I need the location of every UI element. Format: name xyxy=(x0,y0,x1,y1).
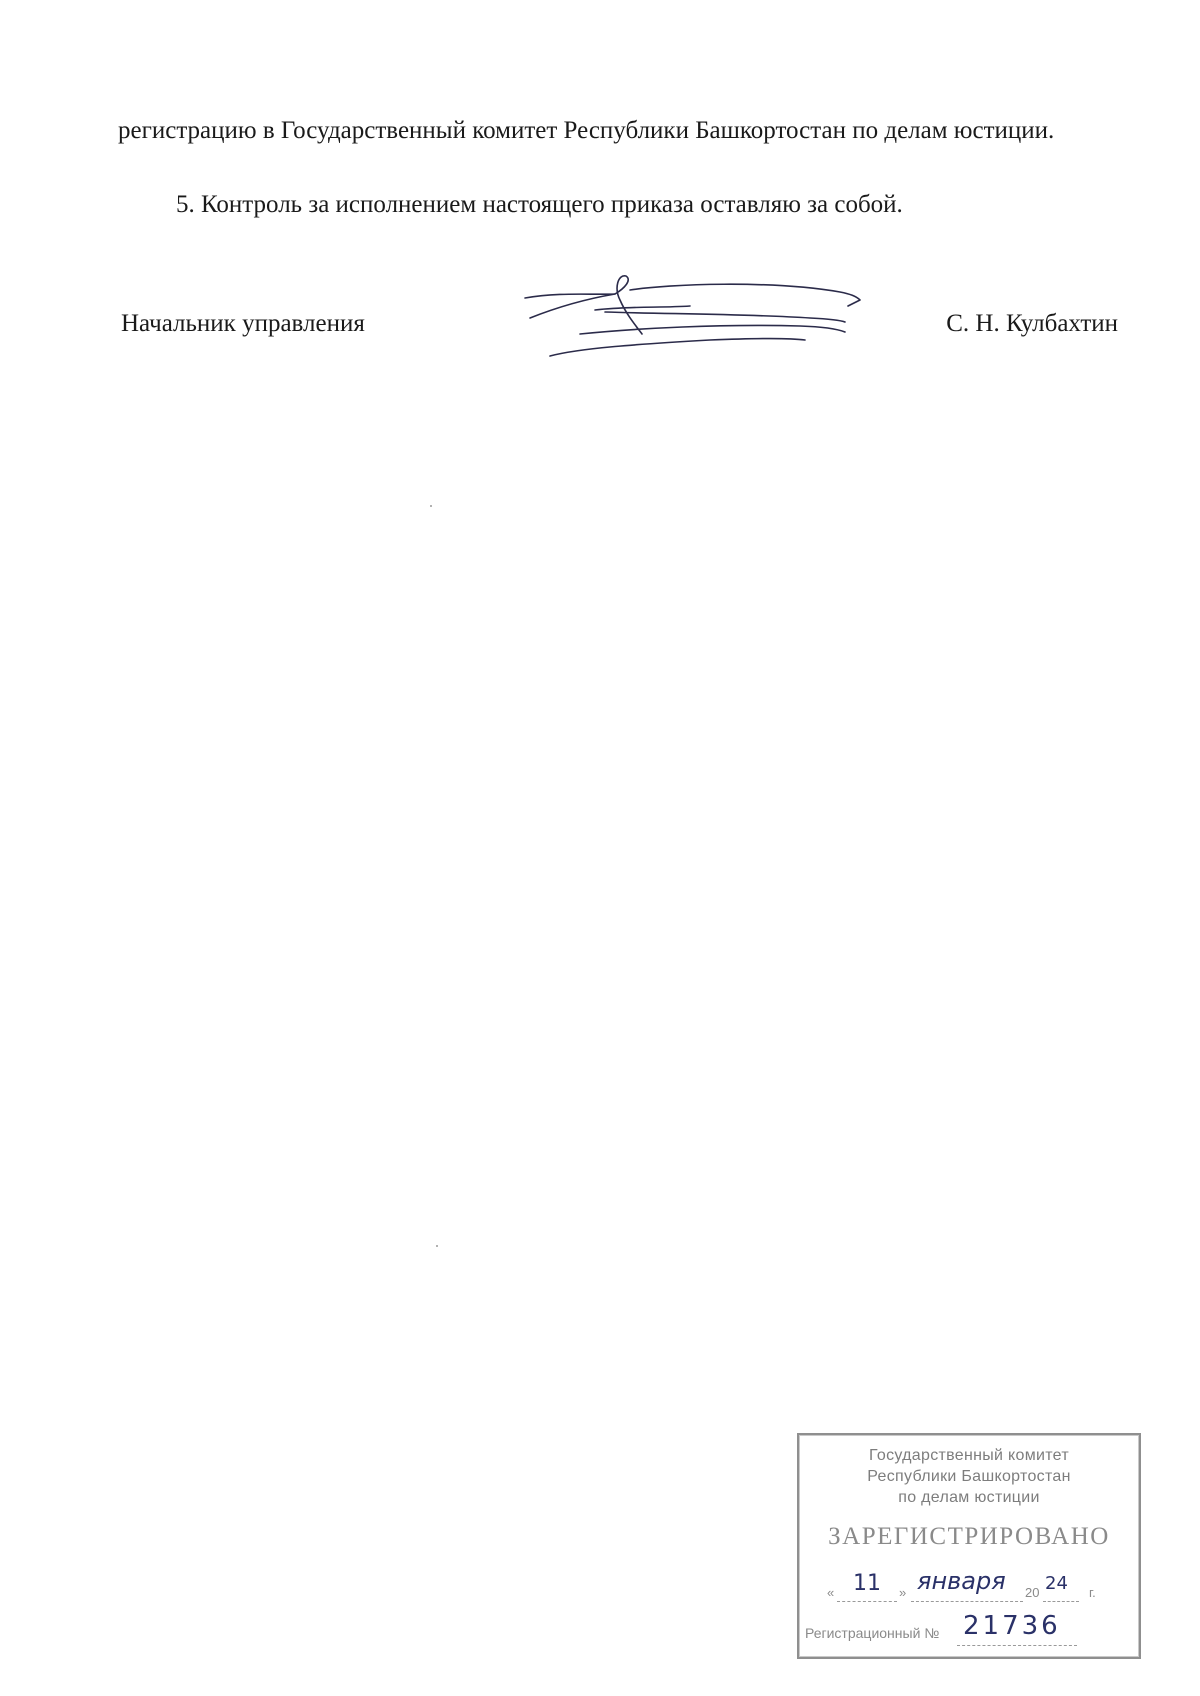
registration-month: января xyxy=(917,1567,1006,1595)
registration-number: 21736 xyxy=(963,1611,1061,1641)
registration-year: 24 xyxy=(1045,1573,1068,1594)
stamp-registration-number xyxy=(803,1611,1133,1649)
date-close-quote: » xyxy=(899,1585,907,1600)
stamp-header-line: по делам юстиции xyxy=(898,1489,1040,1506)
date-open-quote: « xyxy=(827,1585,835,1600)
stamp-title: ЗАРЕГИСТРИРОВАНО xyxy=(828,1523,1110,1550)
scan-speck xyxy=(436,1245,438,1247)
paragraph-5 xyxy=(118,186,1118,223)
year-prefix: 20 xyxy=(1025,1585,1040,1600)
signatory-position: Начальник управления xyxy=(121,310,365,337)
stamp-date-line xyxy=(827,1567,1127,1607)
paragraph-5-text: 5. Контроль за исполнением настоящего приказа оставляю за собой. xyxy=(176,191,903,218)
paragraph-continuation xyxy=(118,112,1118,149)
month-underline xyxy=(911,1601,1023,1602)
stamp-header xyxy=(799,1445,1139,1508)
day-underline xyxy=(837,1601,897,1602)
scan-speck xyxy=(430,505,432,507)
stamp-header-line: Республики Башкортостан xyxy=(867,1468,1071,1485)
registration-number-label: Регистрационный № xyxy=(805,1625,940,1641)
handwritten-signature xyxy=(520,270,920,380)
registration-day: 11 xyxy=(853,1571,881,1596)
year-abbreviation: г. xyxy=(1089,1585,1096,1600)
year-underline xyxy=(1043,1601,1079,1602)
registration-stamp xyxy=(797,1433,1141,1659)
paragraph-continuation-text: регистрацию в Государственный комитет Республики Башкортостан по делам юстиции. xyxy=(118,117,1055,144)
registration-number-underline xyxy=(957,1645,1077,1646)
signatory-name: С. Н. Кулбахтин xyxy=(946,310,1118,337)
stamp-header-line: Государственный комитет xyxy=(869,1447,1069,1464)
